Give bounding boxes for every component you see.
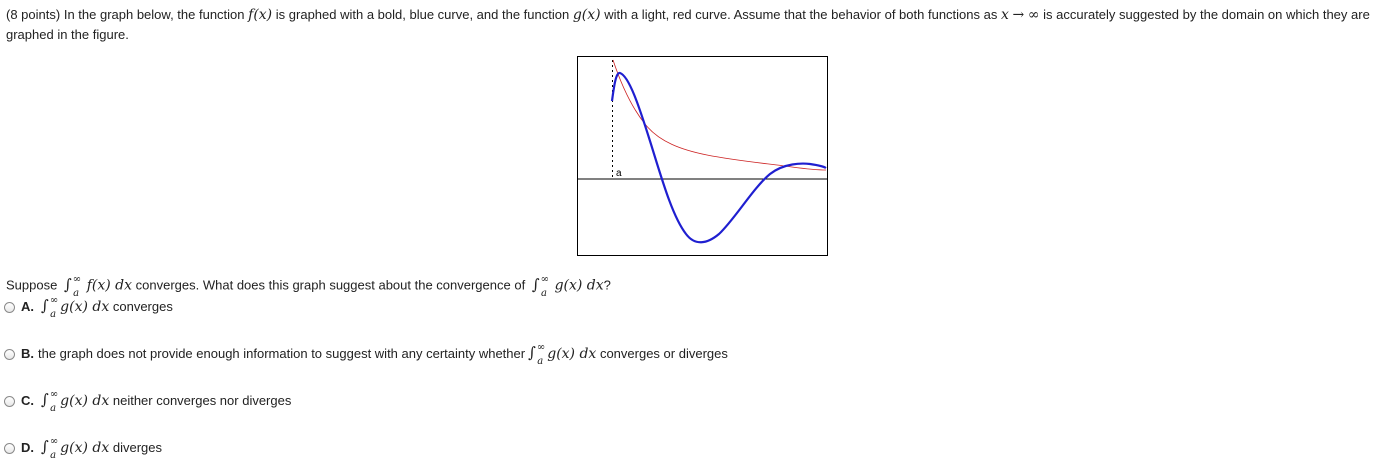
problem-text-3: with a light, red curve. Assume that the behavior of both functions as [604,7,998,22]
integrand-f: f(x) dx [86,277,133,294]
integral-lower: a [537,355,544,367]
integral-sign: ∫ [41,296,49,315]
option-d-letter: D. [21,440,34,456]
f-of-x: f(x) [248,7,273,23]
option-d-text: diverges [112,440,162,456]
integral-lower: a [540,287,547,299]
radio-c[interactable] [4,396,15,407]
integral-upper: ∞ [49,295,59,306]
option-d-integrand: g(x) dx [60,440,110,457]
option-c-integrand: g(x) dx [60,393,110,410]
a-label: a [616,168,622,179]
integral-symbol [528,340,545,369]
question-text-1: Suppose [6,277,58,293]
integral-symbol [41,387,58,416]
integral-upper: ∞ [49,389,59,400]
option-b-text: converges or diverges [599,346,728,362]
limit-variable: x [1000,7,1009,23]
problem-text-4: is accurately suggested by the domain on which they are graphed in the figure. [6,7,1370,42]
integral-lower: a [50,308,57,320]
question-mark: ? [603,277,611,293]
problem-text-2: is graphed with a bold, blue curve, and the function [275,7,570,22]
option-c[interactable] [4,387,291,416]
points-label: (8 points) [6,7,61,22]
integral-sign: ∫ [528,343,536,362]
option-c-text: neither converges nor diverges [112,393,292,409]
integral-symbol [41,293,58,322]
integral-symbol [41,434,58,463]
integral-sign: ∫ [531,275,540,294]
integral-symbol [532,272,549,301]
problem-statement [6,5,1391,45]
option-b-letter: B. [21,346,34,362]
problem-text-1: In the graph below, the function [63,7,245,22]
integral-upper: ∞ [49,436,59,447]
option-b[interactable] [4,340,728,369]
integral-sign: ∫ [41,437,49,456]
integral-upper: ∞ [536,342,546,353]
g-of-x: g(x) [572,7,601,23]
integral-lower: a [50,402,57,414]
option-a[interactable] [4,293,173,322]
radio-b[interactable] [4,349,15,360]
option-b-integrand: g(x) dx [547,346,597,363]
integral-lower: a [73,287,80,299]
option-a-integrand: g(x) dx [60,299,110,316]
infinity-symbol: ∞ [1027,7,1040,23]
integral-upper: ∞ [540,274,549,285]
integral-upper: ∞ [72,274,82,285]
graph-svg [577,56,829,257]
integrand-g: g(x) dx [554,277,604,294]
option-a-text: converges [112,299,173,315]
option-a-letter: A. [21,299,34,315]
integral-sign: ∫ [41,390,49,409]
function-graph [577,56,829,257]
radio-d[interactable] [4,443,15,454]
option-c-letter: C. [21,393,34,409]
question-text-2: converges. What does this graph suggest about the convergence of [135,277,526,293]
integral-lower: a [50,449,57,461]
option-d[interactable] [4,434,162,463]
integral-sign: ∫ [63,275,72,294]
option-b-text-before: the graph does not provide enough information to suggest with any certainty whether [38,346,526,362]
arrow-symbol: → [1012,7,1025,23]
radio-a[interactable] [4,302,15,313]
